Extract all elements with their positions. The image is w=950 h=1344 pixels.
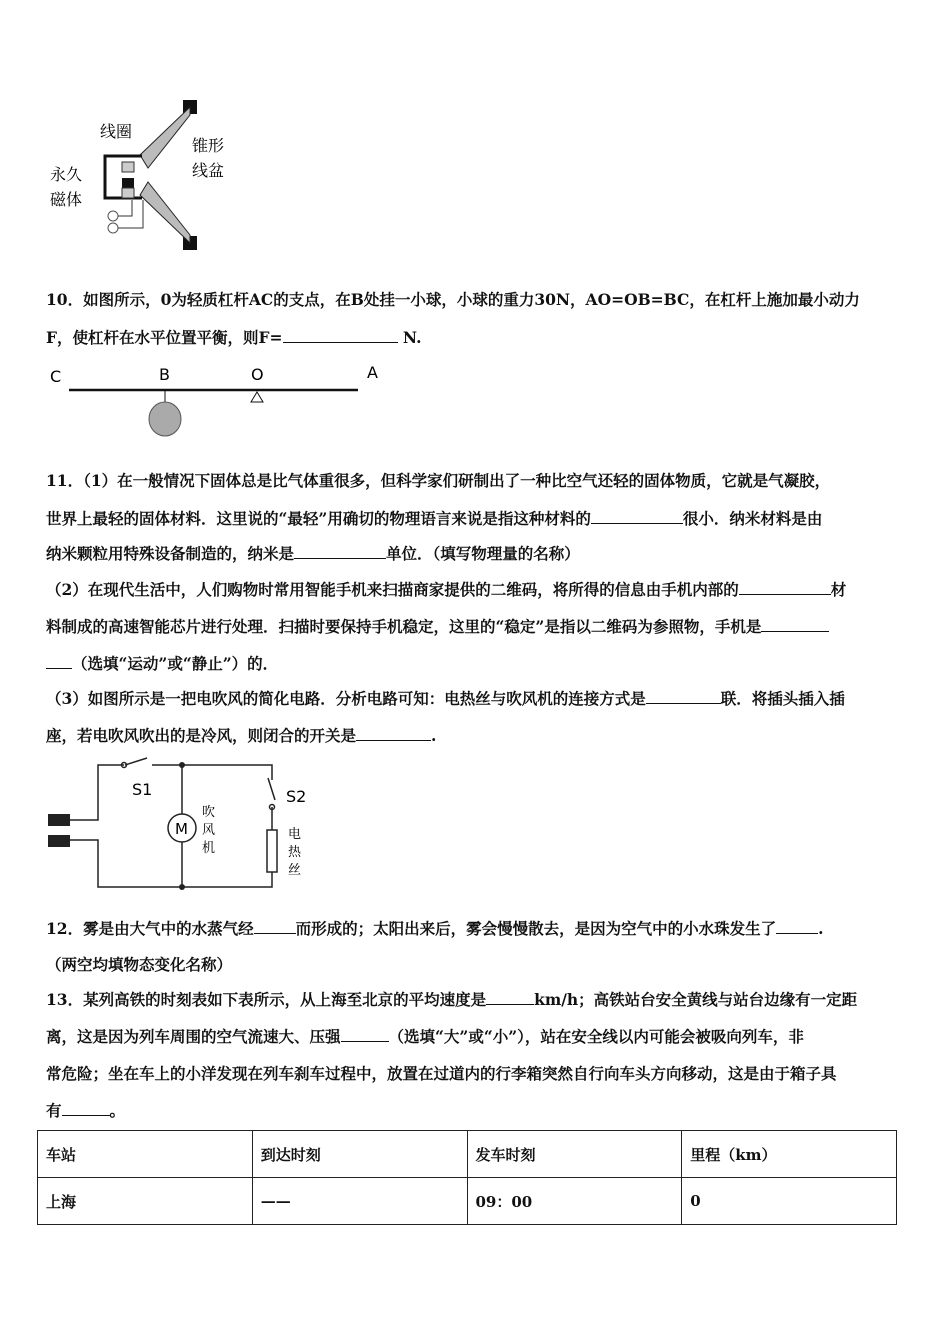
answer-blank[interactable] — [739, 579, 831, 596]
q13-line4: 有 。 — [46, 1101, 126, 1120]
label-c: C — [50, 367, 62, 386]
label-motor: M — [175, 820, 188, 838]
table-header-row — [38, 1131, 897, 1178]
label-cone: 锥形 — [192, 136, 225, 155]
label-a: A — [367, 363, 378, 382]
header-cell: 到达时刻 — [252, 1131, 467, 1178]
speaker-diagram — [40, 90, 290, 260]
answer-blank[interactable] — [356, 725, 431, 742]
q12-line2: （两空均填物态变化名称） — [46, 955, 233, 974]
lever-diagram — [45, 360, 395, 440]
plug-pin — [48, 814, 70, 826]
label-s2: S2 — [286, 787, 307, 806]
table-cell: 上海 — [38, 1178, 253, 1225]
svg-text:电: 电 — [288, 827, 302, 842]
answer-blank[interactable] — [486, 989, 534, 1006]
table-row — [38, 1178, 897, 1225]
answer-blank[interactable] — [283, 327, 398, 344]
q10-unit: N. — [402, 328, 422, 347]
plug-pin — [48, 835, 70, 847]
table-cell: 09：00 — [467, 1178, 682, 1225]
q11-line7: （3）如图所示是一把电吹风的简化电路．分析电路可知：电热丝与吹风机的连接方式是 联．将插头插入插 — [46, 689, 845, 708]
label-s1: S1 — [132, 780, 153, 799]
header-cell: 发车时刻 — [467, 1131, 682, 1178]
svg-text:风: 风 — [202, 823, 216, 838]
q12-line1: 12．雾是由大气中的水蒸气经 而形成的；太阳出来后，雾会慢慢散去，是因为空气中的小水珠发生了 . — [46, 919, 824, 938]
timetable — [37, 1130, 897, 1225]
header-cell: 车站 — [38, 1131, 253, 1178]
table-cell: 0 — [682, 1178, 897, 1225]
q13-line2: 离，这是因为列车周围的空气流速大、压强 （选填“大”或“小”），站在安全线以内可能会被吸向列车，非 — [46, 1027, 804, 1046]
answer-blank[interactable] — [646, 688, 721, 705]
q11-line1: 11．（1）在一般情况下固体总是比气体重很多，但科学家们研制出了一种比空气还轻的固体物质，它就是气凝胶， — [46, 471, 831, 490]
label-cone-2: 线盆 — [192, 161, 225, 180]
svg-text:机: 机 — [202, 841, 216, 856]
label-coil: 线圈 — [100, 122, 133, 141]
q10-line2 — [46, 326, 421, 348]
q11-line4: （2）在现代生活中，人们购物时常用智能手机来扫描商家提供的二维码，将所得的信息由手机内部的 材 — [46, 580, 847, 599]
answer-blank[interactable] — [776, 918, 818, 935]
svg-text:吹: 吹 — [202, 805, 216, 820]
answer-blank[interactable] — [341, 1026, 389, 1043]
answer-blank[interactable] — [294, 543, 386, 560]
answer-blank[interactable] — [254, 918, 296, 935]
q10-text: F，使杠杆在水平位置平衡，则F= — [46, 328, 283, 347]
svg-text:丝: 丝 — [288, 863, 302, 878]
answer-blank[interactable] — [62, 1100, 110, 1117]
fulcrum — [251, 392, 263, 402]
answer-blank[interactable] — [761, 616, 829, 633]
answer-blank[interactable] — [591, 508, 683, 525]
header-cell: 里程（km） — [682, 1131, 897, 1178]
ball — [149, 402, 181, 436]
circuit-diagram — [40, 750, 320, 900]
q11-line3: 纳米颗粒用特殊设备制造的，纳米是 单位．（填写物理量的名称） — [46, 544, 580, 563]
q13-line1: 13．某列高铁的时刻表如下表所示，从上海至北京的平均速度是 km/h；高铁站台安全黄线与站台边缘有一定距 — [46, 990, 858, 1009]
table-cell: —— — [252, 1178, 467, 1225]
answer-blank[interactable] — [46, 653, 72, 670]
q10-line1: 10．如图所示，0为轻质杠杆AC的支点，在B处挂一小球，小球的重力30N，AO=OB=BC，在杠杆上施加最小动力 — [46, 290, 860, 309]
q11-line8: 座，若电吹风吹出的是冷风，则闭合的开关是 . — [46, 726, 437, 745]
label-b: B — [159, 365, 170, 384]
q11-line6: （选填“运动”或“静止”）的． — [46, 652, 278, 674]
q11-line5: 料制成的高速智能芯片进行处理．扫描时要保持手机稳定，这里的“稳定”是指以二维码为参照物，手机是 — [46, 615, 829, 637]
q13-line3: 常危险；坐在车上的小洋发现在列车刹车过程中，放置在过道内的行李箱突然自行向车头方向移动，这是由于箱子具 — [46, 1064, 837, 1083]
svg-text:热: 热 — [288, 845, 302, 860]
label-magnet-2: 磁体 — [50, 190, 83, 209]
label-magnet: 永久 — [50, 165, 83, 184]
q11-line2: 世界上最轻的固体材料．这里说的“最轻”用确切的物理语言来说是指这种材料的 很小．纳米材料是由 — [46, 509, 823, 528]
label-o: O — [251, 365, 264, 384]
